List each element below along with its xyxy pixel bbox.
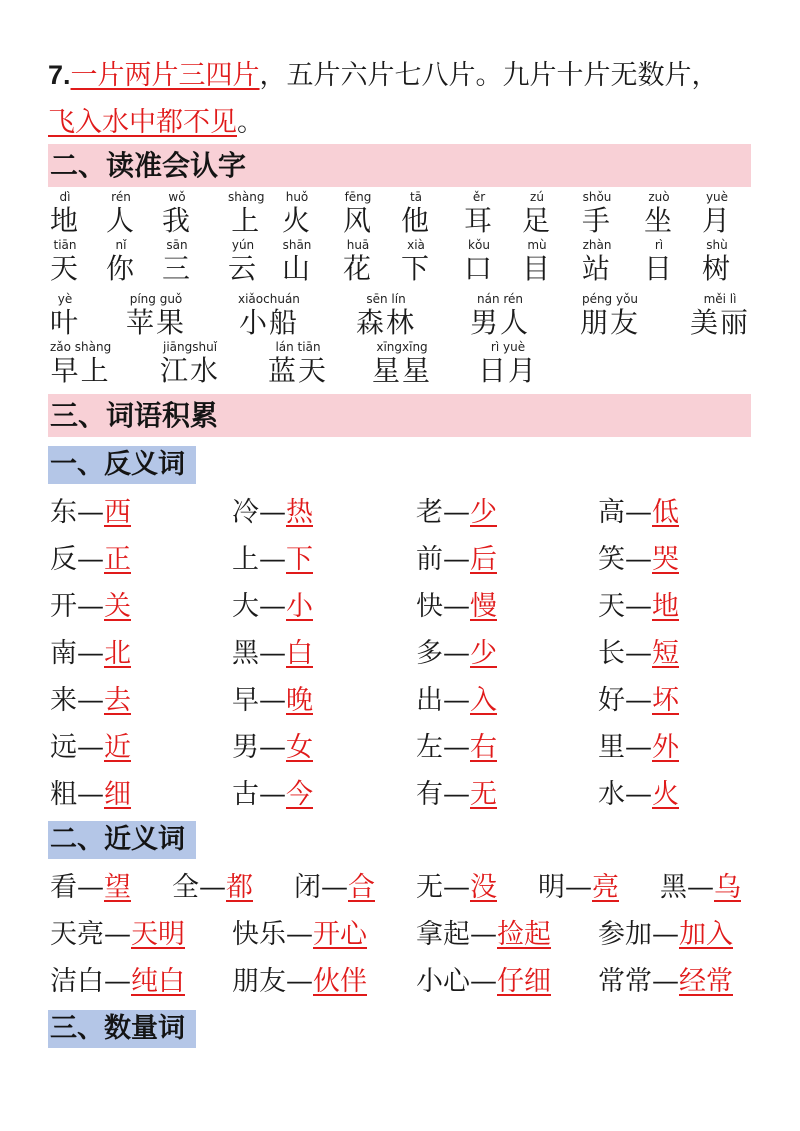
dash: — xyxy=(443,638,470,669)
dash: — xyxy=(77,497,104,528)
pinyin-char xyxy=(702,238,732,286)
hanzi-text: 他 xyxy=(401,204,432,237)
pinyin-char xyxy=(580,292,640,340)
hanzi-text: 日月 xyxy=(478,354,539,387)
word: 拿起 xyxy=(416,919,470,950)
hanzi-text: 蓝天 xyxy=(268,354,329,387)
pinyin-text: tiān xyxy=(53,238,77,252)
pinyin-text: kǒu xyxy=(468,238,490,252)
pinyin-text: fēng xyxy=(344,190,372,204)
synonym-pair xyxy=(598,918,733,952)
hanzi-text: 江水 xyxy=(160,354,221,387)
answer-word: 仔细 xyxy=(497,966,551,997)
pinyin-text: nǐ xyxy=(115,238,127,252)
antonym-pair xyxy=(598,637,679,671)
pinyin-char xyxy=(282,190,312,238)
pinyin-char xyxy=(160,340,220,388)
answer-word: 右 xyxy=(470,732,497,763)
dash: — xyxy=(77,872,104,903)
word: 看 xyxy=(50,872,77,903)
pinyin-char xyxy=(343,190,373,238)
word: 笑 xyxy=(598,544,625,575)
answer-word: 天明 xyxy=(131,919,185,950)
dash: — xyxy=(77,732,104,763)
pinyin-text: sān xyxy=(166,238,188,252)
synonym-pair xyxy=(416,871,497,905)
antonym-pair xyxy=(598,590,679,624)
pinyin-char xyxy=(50,292,80,340)
pinyin-text: jiāngshuǐ xyxy=(162,340,218,354)
hanzi-text: 天 xyxy=(50,252,81,285)
answer-blank-2: 飞入水中都不见 xyxy=(48,107,237,138)
dash: — xyxy=(259,497,286,528)
pinyin-char xyxy=(238,292,300,340)
pinyin-text: nán rén xyxy=(476,292,524,306)
pinyin-char xyxy=(522,238,552,286)
answer-blank-1: 一片两片三四片 xyxy=(70,60,260,91)
antonym-pair xyxy=(416,543,497,577)
antonym-pair xyxy=(232,778,313,812)
antonym-pair xyxy=(416,731,497,765)
pinyin-char xyxy=(162,238,192,286)
pinyin-char xyxy=(470,292,530,340)
antonym-pair xyxy=(416,684,497,718)
hanzi-text: 男人 xyxy=(470,306,531,339)
hanzi-text: 风 xyxy=(343,204,374,237)
hanzi-text: 朋友 xyxy=(580,306,641,339)
pinyin-text: huā xyxy=(346,238,370,252)
word: 远 xyxy=(50,732,77,763)
pinyin-text: yún xyxy=(231,238,255,252)
word: 常常 xyxy=(598,966,652,997)
dash: — xyxy=(104,966,131,997)
word: 左 xyxy=(416,732,443,763)
answer-word: 慢 xyxy=(470,591,497,622)
hanzi-text: 下 xyxy=(401,252,432,285)
dash: — xyxy=(77,591,104,622)
hanzi-text: 你 xyxy=(106,252,137,285)
word: 多 xyxy=(416,638,443,669)
word: 明 xyxy=(538,872,565,903)
dash: — xyxy=(259,685,286,716)
answer-word: 小 xyxy=(286,591,313,622)
pinyin-char xyxy=(522,190,552,238)
antonym-pair xyxy=(598,778,679,812)
hanzi-text: 山 xyxy=(282,252,313,285)
pinyin-text: tā xyxy=(409,190,423,204)
synonym-pair xyxy=(416,918,551,952)
line7-first xyxy=(48,58,719,93)
antonym-pair xyxy=(50,731,131,765)
word: 闭 xyxy=(294,872,321,903)
answer-word: 下 xyxy=(286,544,313,575)
hanzi-text: 地 xyxy=(50,204,81,237)
hanzi-text: 花 xyxy=(343,252,374,285)
word: 早 xyxy=(232,685,259,716)
answer-word: 热 xyxy=(286,497,313,528)
line7-end-text: 。 xyxy=(237,107,264,138)
word: 天 xyxy=(598,591,625,622)
dash: — xyxy=(259,544,286,575)
answer-word: 坏 xyxy=(652,685,679,716)
word: 快乐 xyxy=(232,919,286,950)
word: 高 xyxy=(598,497,625,528)
answer-word: 火 xyxy=(652,779,679,810)
word: 洁白 xyxy=(50,966,104,997)
answer-word: 少 xyxy=(470,638,497,669)
pinyin-char xyxy=(268,340,328,388)
hanzi-text: 坐 xyxy=(644,204,675,237)
dash: — xyxy=(652,966,679,997)
word: 长 xyxy=(598,638,625,669)
hanzi-text: 美丽 xyxy=(690,306,751,339)
answer-word: 无 xyxy=(470,779,497,810)
word: 东 xyxy=(50,497,77,528)
pinyin-char xyxy=(50,340,111,388)
pinyin-text: shàng xyxy=(228,190,265,204)
antonym-pair xyxy=(416,590,497,624)
hanzi-text: 月 xyxy=(702,204,733,237)
answer-word: 开心 xyxy=(313,919,367,950)
pinyin-char xyxy=(282,238,312,286)
pinyin-text: píng guǒ xyxy=(129,292,183,306)
answer-word: 正 xyxy=(104,544,131,575)
dash: — xyxy=(652,919,679,950)
item-number: 7. xyxy=(48,60,71,90)
pinyin-text: shù xyxy=(706,238,728,252)
answer-word: 纯白 xyxy=(131,966,185,997)
answer-word: 后 xyxy=(470,544,497,575)
answer-word: 关 xyxy=(104,591,131,622)
pinyin-char xyxy=(582,238,612,286)
word: 上 xyxy=(232,544,259,575)
pinyin-char xyxy=(228,238,258,286)
antonym-pair xyxy=(232,496,313,530)
word: 反 xyxy=(50,544,77,575)
pinyin-char xyxy=(582,190,612,238)
dash: — xyxy=(443,872,470,903)
dash: — xyxy=(443,685,470,716)
dash: — xyxy=(259,732,286,763)
antonym-pair xyxy=(416,778,497,812)
word: 古 xyxy=(232,779,259,810)
synonyms-title: 二、近义词 xyxy=(50,824,185,855)
pinyin-text: xiǎochuán xyxy=(238,292,300,306)
word: 快 xyxy=(416,591,443,622)
synonym-pair xyxy=(232,918,367,952)
antonym-pair xyxy=(50,496,131,530)
pinyin-text: xīngxīng xyxy=(376,340,428,354)
word: 来 xyxy=(50,685,77,716)
pinyin-text: zuò xyxy=(648,190,670,204)
antonym-pair xyxy=(232,543,313,577)
synonym-pair xyxy=(50,918,185,952)
answer-word: 伙伴 xyxy=(313,966,367,997)
word: 参加 xyxy=(598,919,652,950)
antonym-pair xyxy=(50,778,131,812)
pinyin-text: mù xyxy=(527,238,547,252)
hanzi-text: 耳 xyxy=(464,204,495,237)
pinyin-char xyxy=(464,238,494,286)
pinyin-char xyxy=(106,238,136,286)
pinyin-char xyxy=(126,292,186,340)
word: 粗 xyxy=(50,779,77,810)
pinyin-char xyxy=(162,190,192,238)
pinyin-text: dì xyxy=(59,190,71,204)
answer-word: 合 xyxy=(348,872,375,903)
hanzi-text: 上 xyxy=(231,204,262,237)
answer-word: 西 xyxy=(104,497,131,528)
hanzi-text: 日 xyxy=(644,252,675,285)
hanzi-text: 小船 xyxy=(238,306,299,339)
dash: — xyxy=(77,638,104,669)
synonym-pair xyxy=(50,965,185,999)
synonym-pair xyxy=(50,871,131,905)
pinyin-text: ěr xyxy=(472,190,486,204)
word: 朋友 xyxy=(232,966,286,997)
answer-word: 去 xyxy=(104,685,131,716)
antonym-pair xyxy=(232,637,313,671)
hanzi-text: 火 xyxy=(282,204,313,237)
answer-word: 经常 xyxy=(679,966,733,997)
dash: — xyxy=(443,497,470,528)
pinyin-char xyxy=(478,340,538,388)
dash: — xyxy=(259,591,286,622)
antonym-pair xyxy=(50,543,131,577)
word: 黑 xyxy=(232,638,259,669)
pinyin-text: huǒ xyxy=(285,190,309,204)
antonyms-title: 一、反义词 xyxy=(50,449,185,480)
synonym-pair xyxy=(294,871,375,905)
synonym-pair xyxy=(660,871,741,905)
answer-word: 今 xyxy=(286,779,313,810)
word: 冷 xyxy=(232,497,259,528)
dash: — xyxy=(286,919,313,950)
word: 有 xyxy=(416,779,443,810)
pinyin-char xyxy=(343,238,373,286)
antonym-pair xyxy=(598,684,679,718)
dash: — xyxy=(625,544,652,575)
dash: — xyxy=(443,544,470,575)
dash: — xyxy=(625,732,652,763)
dash: — xyxy=(77,685,104,716)
dash: — xyxy=(443,732,470,763)
antonym-pair xyxy=(598,543,679,577)
antonym-pair xyxy=(416,496,497,530)
answer-word: 亮 xyxy=(592,872,619,903)
answer-word: 入 xyxy=(470,685,497,716)
pinyin-char xyxy=(464,190,494,238)
answer-word: 白 xyxy=(286,638,313,669)
hanzi-text: 足 xyxy=(522,204,553,237)
dash: — xyxy=(259,638,286,669)
pinyin-char xyxy=(50,238,80,286)
pinyin-char xyxy=(228,190,264,238)
pinyin-char xyxy=(372,340,432,388)
pinyin-char xyxy=(690,292,750,340)
answer-word: 乌 xyxy=(714,872,741,903)
pinyin-char xyxy=(644,238,674,286)
answer-word: 女 xyxy=(286,732,313,763)
line7-middle-text: ，五片六片七八片。九片十片无数片， xyxy=(259,60,719,91)
pinyin-char xyxy=(50,190,80,238)
hanzi-text: 目 xyxy=(522,252,553,285)
dash: — xyxy=(104,919,131,950)
hanzi-text: 叶 xyxy=(50,306,81,339)
word: 天亮 xyxy=(50,919,104,950)
dash: — xyxy=(259,779,286,810)
synonym-pair xyxy=(598,965,733,999)
dash: — xyxy=(470,919,497,950)
answer-word: 捡起 xyxy=(497,919,551,950)
pinyin-text: sēn lín xyxy=(366,292,406,306)
dash: — xyxy=(625,497,652,528)
hanzi-text: 人 xyxy=(106,204,137,237)
word: 黑 xyxy=(660,872,687,903)
dash: — xyxy=(321,872,348,903)
pinyin-char xyxy=(401,190,431,238)
synonym-pair xyxy=(172,871,253,905)
dash: — xyxy=(443,779,470,810)
dash: — xyxy=(687,872,714,903)
pinyin-char xyxy=(356,292,416,340)
answer-word: 加入 xyxy=(679,919,733,950)
pinyin-text: zú xyxy=(530,190,544,204)
word: 老 xyxy=(416,497,443,528)
pinyin-text: péng yǒu xyxy=(581,292,639,306)
answer-word: 细 xyxy=(104,779,131,810)
synonym-pair xyxy=(538,871,619,905)
pinyin-text: yè xyxy=(57,292,73,306)
pinyin-char xyxy=(702,190,732,238)
hanzi-text: 手 xyxy=(582,204,613,237)
pinyin-text: wǒ xyxy=(168,190,186,204)
answer-word: 望 xyxy=(104,872,131,903)
antonym-pair xyxy=(232,731,313,765)
hanzi-text: 三 xyxy=(162,252,193,285)
pinyin-text: zhàn xyxy=(582,238,612,252)
word: 水 xyxy=(598,779,625,810)
hanzi-text: 云 xyxy=(228,252,259,285)
answer-word: 北 xyxy=(104,638,131,669)
hanzi-text: 树 xyxy=(702,252,733,285)
answer-word: 没 xyxy=(470,872,497,903)
section3-title: 三、词语积累 xyxy=(50,399,219,432)
word: 无 xyxy=(416,872,443,903)
antonym-pair xyxy=(50,637,131,671)
word: 好 xyxy=(598,685,625,716)
dash: — xyxy=(77,779,104,810)
dash: — xyxy=(286,966,313,997)
hanzi-text: 早上 xyxy=(50,354,111,387)
hanzi-text: 我 xyxy=(162,204,193,237)
pinyin-text: rì xyxy=(654,238,664,252)
answer-word: 晚 xyxy=(286,685,313,716)
dash: — xyxy=(199,872,226,903)
hanzi-text: 站 xyxy=(582,252,613,285)
antonym-pair xyxy=(232,590,313,624)
antonym-pair xyxy=(598,496,679,530)
pinyin-char xyxy=(401,238,431,286)
pinyin-text: měi lì xyxy=(703,292,737,306)
dash: — xyxy=(625,638,652,669)
pinyin-text: shǒu xyxy=(582,190,612,204)
word: 南 xyxy=(50,638,77,669)
answer-word: 都 xyxy=(226,872,253,903)
word: 男 xyxy=(232,732,259,763)
answer-word: 外 xyxy=(652,732,679,763)
dash: — xyxy=(625,779,652,810)
dash: — xyxy=(625,685,652,716)
antonym-pair xyxy=(50,684,131,718)
line7-second xyxy=(48,106,264,140)
synonym-pair xyxy=(232,965,367,999)
dash: — xyxy=(443,591,470,622)
pinyin-text: lán tiān xyxy=(275,340,321,354)
answer-word: 近 xyxy=(104,732,131,763)
pinyin-text: yuè xyxy=(705,190,729,204)
dash: — xyxy=(625,591,652,622)
section2-title: 二、读准会认字 xyxy=(50,149,247,182)
dash: — xyxy=(470,966,497,997)
pinyin-text: zǎo shàng xyxy=(50,340,112,354)
word: 小心 xyxy=(416,966,470,997)
word: 里 xyxy=(598,732,625,763)
synonym-pair xyxy=(416,965,551,999)
word: 前 xyxy=(416,544,443,575)
answer-word: 低 xyxy=(652,497,679,528)
word: 开 xyxy=(50,591,77,622)
hanzi-text: 星星 xyxy=(372,354,433,387)
hanzi-text: 森林 xyxy=(356,306,417,339)
pinyin-text: shān xyxy=(282,238,312,252)
word: 出 xyxy=(416,685,443,716)
antonym-pair xyxy=(232,684,313,718)
antonym-pair xyxy=(416,637,497,671)
dash: — xyxy=(77,544,104,575)
answer-word: 地 xyxy=(652,591,679,622)
answer-word: 哭 xyxy=(652,544,679,575)
word: 大 xyxy=(232,591,259,622)
hanzi-text: 苹果 xyxy=(126,306,187,339)
answer-word: 短 xyxy=(652,638,679,669)
pinyin-text: rén xyxy=(111,190,131,204)
pinyin-char xyxy=(644,190,674,238)
word: 全 xyxy=(172,872,199,903)
answer-word: 少 xyxy=(470,497,497,528)
pinyin-text: rì yuè xyxy=(490,340,526,354)
antonym-pair xyxy=(598,731,679,765)
pinyin-text: xià xyxy=(407,238,425,252)
hanzi-text: 口 xyxy=(464,252,495,285)
pinyin-char xyxy=(106,190,136,238)
measure-words-title: 三、数量词 xyxy=(50,1013,185,1044)
dash: — xyxy=(565,872,592,903)
antonym-pair xyxy=(50,590,131,624)
